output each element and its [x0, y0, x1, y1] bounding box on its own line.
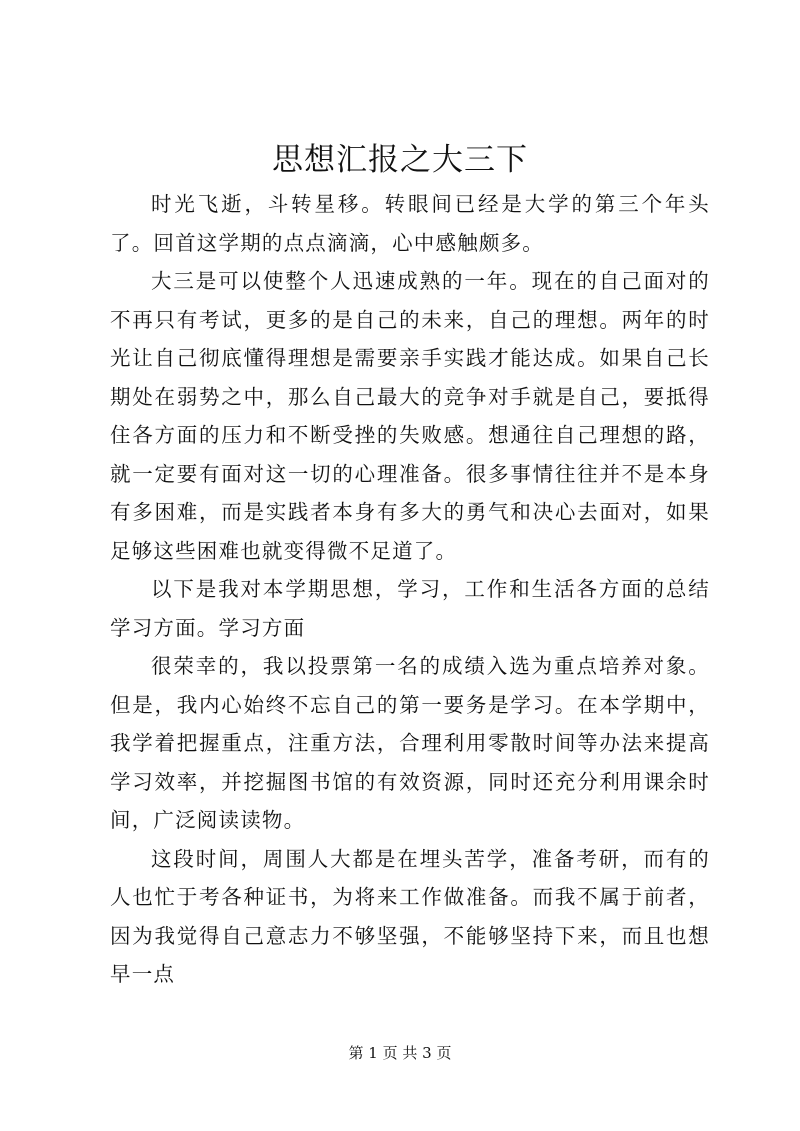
- page-number-footer: 第 1 页 共 3 页: [348, 1044, 452, 1062]
- paragraph-5: 这段时间，周围人大都是在埋头苦学，准备考研，而有的人也忙于考各种证书，为将来工作做准备。而我不属于前者，因为我觉得自己意志力不够坚强，不能够坚持下来，而且也想早一点: [110, 846, 710, 986]
- paragraph-1: 时光飞逝，斗转星移。转眼间已经是大学的第三个年头了。回首这学期的点点滴滴，心中感触颇多。: [110, 192, 710, 255]
- paragraph-4: 很荣幸的，我以投票第一名的成绩入选为重点培养对象。但是，我内心始终不忘自己的第一要务是学习。在本学期中，我学着把握重点，注重方法，合理利用零散时间等办法来提高学习效率，并挖掘图书馆的有效资源，同时还充分利用课余时间，广泛阅读读物。: [110, 654, 710, 832]
- document-title: 思想汇报之大三下: [272, 142, 528, 178]
- paragraph-3: 以下是我对本学期思想，学习，工作和生活各方面的总结学习方面。学习方面: [110, 577, 710, 640]
- document-body: [110, 185, 710, 994]
- paragraph-2: 大三是可以使整个人迅速成熟的一年。现在的自己面对的不再只有考试，更多的是自己的未来，自己的理想。两年的时光让自己彻底懂得理想是需要亲手实践才能达成。如果自己长期处在弱势之中，那么自己最大的竞争对手就是自己，要抵得住各方面的压力和不断受挫的失败感。想通往自己理想的路，就一定要有面对这一切的心理准备。很多事情往往并不是本身有多困难，而是实践者本身有多大的勇气和决心去面对，如果足够这些困难也就变得微不足道了。: [110, 269, 710, 563]
